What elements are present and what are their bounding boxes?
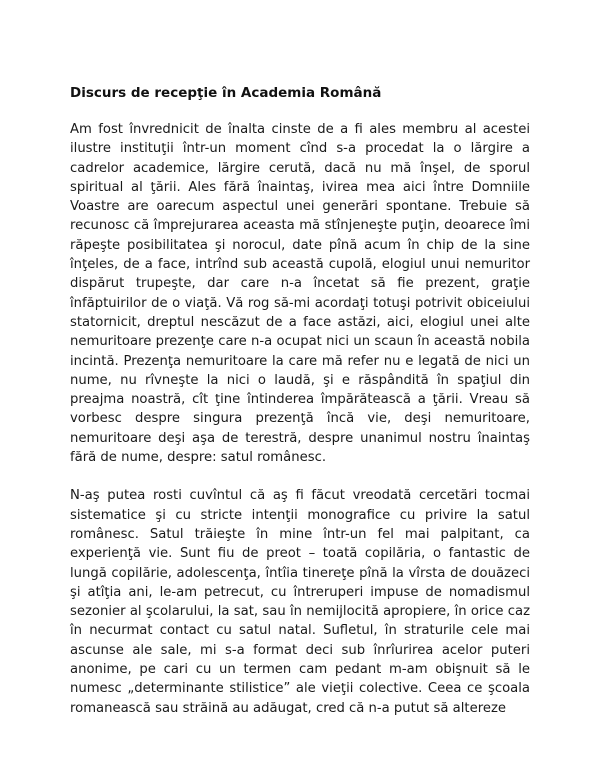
- body-paragraph-2: N-aş putea rosti cuvîntul că aş fi făcut vreodată cercetări tocmai sistematice şi cu stricte intenţii monografice cu privire la satul românesc. Satul trăieşte în mine într-un fel mai palpitant, ca experienţă vie. Sunt fiu de preot – toată copilăria, o fantastic de lungă copilărie, adolescenţa, întîia tinereţe pînă la vîrsta de douăzeci şi atîţia ani, le-am petrecut, cu întreruperi impuse de nomadismul sezonier al şcolarului, la sat, sau în nemijlocită apropiere, în orice caz în necurmat contact cu satul natal. Sufletul, în straturile cele mai ascunse ale sale, mi s-a format deci sub înrîurirea acelor puteri anonime, pe cari cu un termen cam pedant m-am obişnuit să le numesc „determinante stilistice” ale vieţii colective. Ceea ce şcoala romanească sau străină au adăugat, cred că n-a putut să altereze: [70, 488, 530, 716]
- document-page: [70, 84, 530, 737]
- body-paragraph-1: Am fost învrednicit de înalta cinste de a fi ales membru al acestei ilustre instituţii într-un moment cînd s-a procedat la o lărgire a cadrelor academice, lărgire cerută, dacă nu mă înşel, de sporul spiritual al ţării. Ales fără înaintaş, ivirea mea aici între Domniile Voastre are oarecum aspectul unei generări spontane. Trebuie să recunosc că împrejurarea aceasta mă stînjeneşte puţin, deoarece îmi răpeşte posibilitatea şi norocul, date pînă acum în chip de la sine înţeles, de a face, intrînd sub această cupolă, elogiul unui nemuritor dispărut trupeşte, dar care n-a încetat să fie prezent, graţie înfăptuirilor de o viaţă. Vă rog să-mi acordaţi totuşi potrivit obiceiului statornicit, dreptul nescăzut de a face astăzi, aici, elogiul unei alte nemuritoare prezenţe care n-a ocupat nici un scaun în această nobila incintă. Prezenţa nemuritoare la care mă refer nu e legată de nici un nume, nu rîvneşte la nici o laudă, şi e răspândită în spaţiul din preajma noastră, cît ţine întinderea împărătească a ţării. Vreau să vorbesc despre singura prezenţă încă vie, deşi nemuritoare, nemuritoare deşi aşa de terestră, despre unanimul nostru înaintaş fără de nume, despre: satul românesc.: [70, 122, 530, 466]
- document-title: Discurs de recepţie în Academia Română: [70, 85, 382, 101]
